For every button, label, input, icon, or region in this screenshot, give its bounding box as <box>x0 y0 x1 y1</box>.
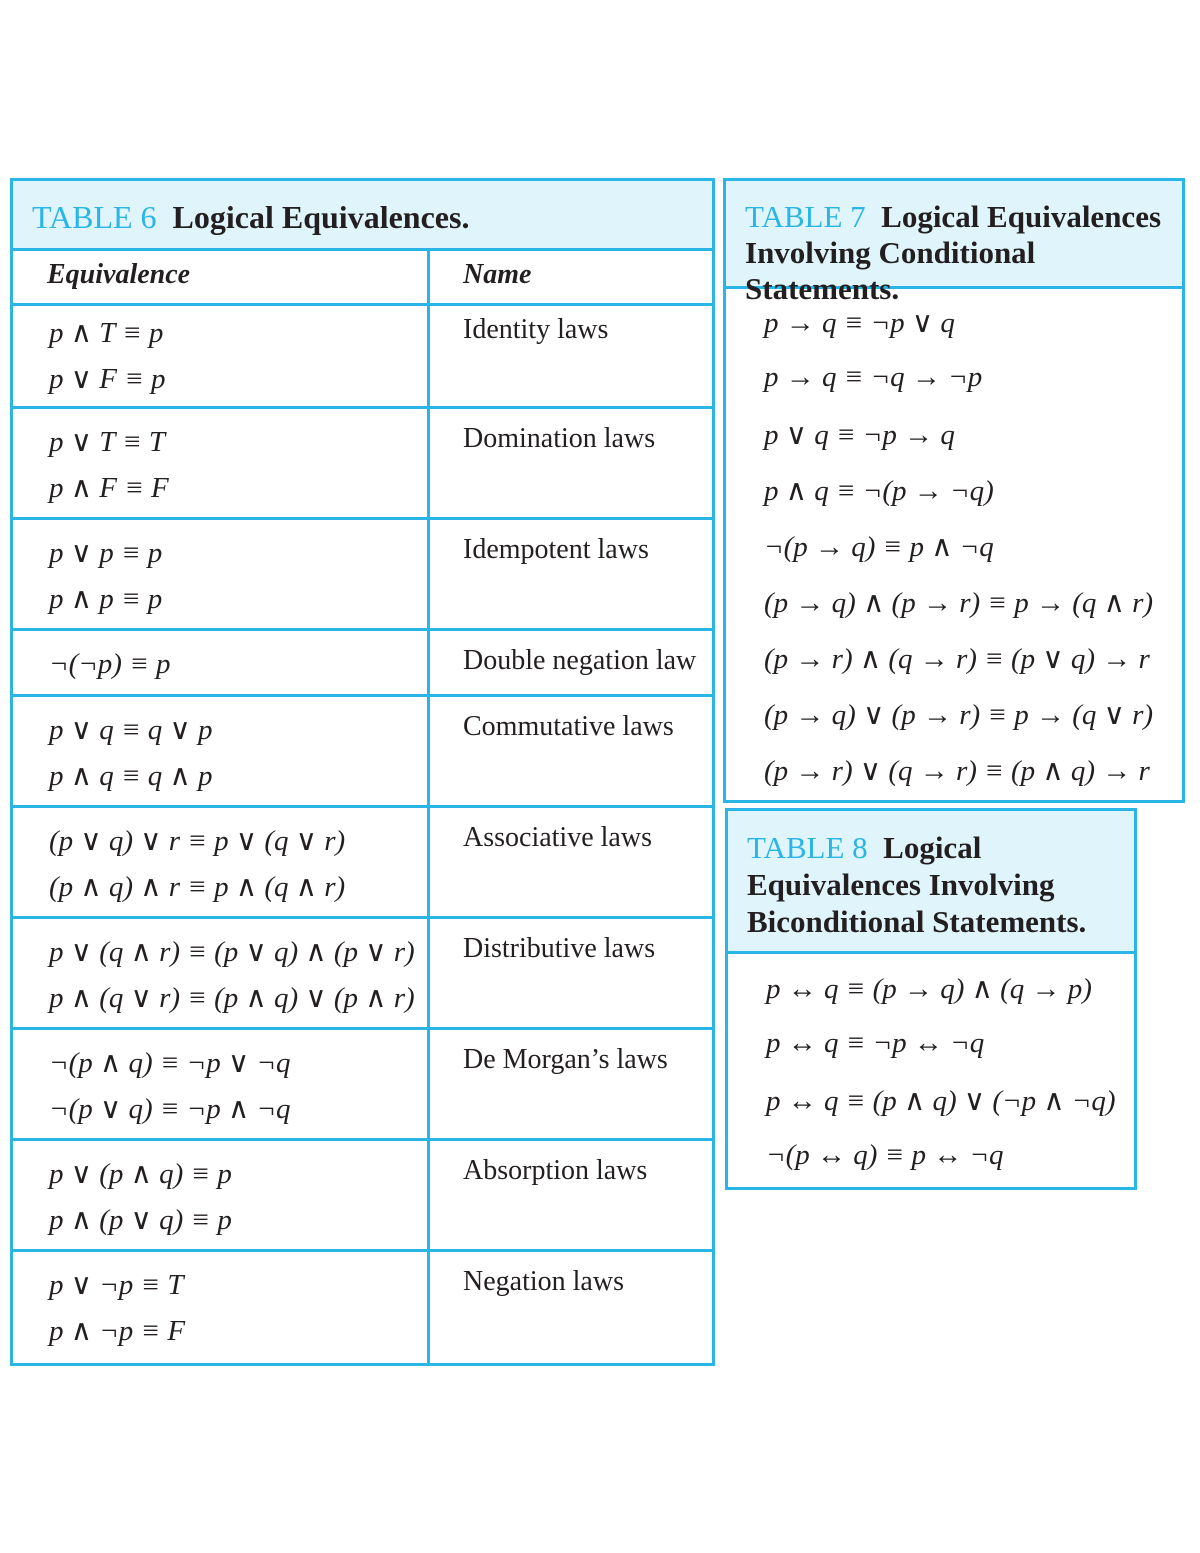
table-7-label: TABLE 7 <box>745 199 866 234</box>
law-name: Distributive laws <box>463 933 656 964</box>
table-7-title-line2: Involving Conditional Statements. <box>745 235 1036 306</box>
list-item: p ↔ q ≡ (p → q) ∧ (q → p) <box>766 973 1092 1005</box>
table-6-header <box>13 181 712 251</box>
list-item: ¬(p → q) ≡ p ∧ ¬q <box>764 531 994 563</box>
table-7 <box>723 178 1185 803</box>
equivalence-line: p ∨ ¬p ≡ T <box>49 1269 184 1301</box>
equivalence-line: ¬(¬p) ≡ p <box>49 648 171 680</box>
column-header-name: Name <box>463 259 532 290</box>
equivalence-line: p ∨ p ≡ p <box>49 537 163 569</box>
equivalence-line: p ∧ F ≡ F <box>49 472 169 504</box>
equivalence-line: (p ∧ q) ∧ r ≡ p ∧ (q ∧ r) <box>49 871 346 903</box>
table-6-label: TABLE 6 <box>32 199 157 235</box>
list-item: (p → q) ∧ (p → r) ≡ p → (q ∧ r) <box>764 587 1154 619</box>
table-8-header <box>728 811 1134 954</box>
table-6-column-headers <box>13 251 712 306</box>
table-row <box>13 697 712 808</box>
table-row <box>13 306 712 409</box>
equivalence-line: p ∨ q ≡ q ∨ p <box>49 714 213 746</box>
table-row <box>13 808 712 919</box>
table-row <box>13 520 712 631</box>
list-item: (p → r) ∧ (q → r) ≡ (p ∨ q) → r <box>764 643 1150 675</box>
list-item: p → q ≡ ¬p ∨ q <box>764 307 955 339</box>
table-8-label: TABLE 8 <box>747 830 868 865</box>
law-name: Negation laws <box>463 1266 624 1297</box>
list-item: p → q ≡ ¬q → ¬p <box>764 361 983 393</box>
equivalence-line: p ∧ ¬p ≡ F <box>49 1315 186 1347</box>
law-name: Double negation law <box>463 645 697 676</box>
table-row <box>13 631 712 697</box>
table-row <box>13 1141 712 1252</box>
table-7-title-line1: Logical Equivalences <box>881 199 1162 234</box>
table-8-title-line2: Equivalences Involving <box>747 867 1055 902</box>
equivalence-line: (p ∨ q) ∨ r ≡ p ∨ (q ∨ r) <box>49 825 346 857</box>
equivalence-line: p ∧ q ≡ q ∧ p <box>49 760 213 792</box>
law-name: Commutative laws <box>463 711 674 742</box>
list-item: p ↔ q ≡ ¬p ↔ ¬q <box>766 1027 985 1059</box>
table-6 <box>10 178 715 1366</box>
equivalence-line: p ∨ F ≡ p <box>49 363 166 395</box>
table-8-title-line3: Biconditional Statements. <box>747 904 1087 939</box>
equivalence-line: p ∧ (q ∨ r) ≡ (p ∧ q) ∨ (p ∧ r) <box>49 982 415 1014</box>
law-name: Domination laws <box>463 423 656 454</box>
list-item: ¬(p ↔ q) ≡ p ↔ ¬q <box>766 1139 1004 1171</box>
table-row <box>13 409 712 520</box>
equivalence-line: p ∨ (q ∧ r) ≡ (p ∨ q) ∧ (p ∨ r) <box>49 936 415 968</box>
equivalence-line: p ∧ T ≡ p <box>49 317 164 349</box>
equivalence-line: p ∧ (p ∨ q) ≡ p <box>49 1204 232 1236</box>
column-header-equivalence: Equivalence <box>47 259 191 290</box>
table-row <box>13 919 712 1030</box>
law-name: Associative laws <box>463 822 652 853</box>
table-7-header <box>726 181 1182 306</box>
table-row <box>13 1252 712 1363</box>
list-item: (p → r) ∨ (q → r) ≡ (p ∧ q) → r <box>764 755 1150 787</box>
table-row <box>13 1030 712 1141</box>
law-name: Identity laws <box>463 314 609 345</box>
list-item: p ∨ q ≡ ¬p → q <box>764 419 955 451</box>
table-6-title: Logical Equivalences. <box>172 199 470 235</box>
equivalence-line: p ∧ p ≡ p <box>49 583 163 615</box>
table-8-title-line1: Logical <box>883 830 982 865</box>
equivalence-line: p ∨ (p ∧ q) ≡ p <box>49 1158 232 1190</box>
equivalence-line: p ∨ T ≡ T <box>49 426 166 458</box>
equivalence-line: ¬(p ∨ q) ≡ ¬p ∧ ¬q <box>49 1093 291 1125</box>
law-name: Absorption laws <box>463 1155 648 1186</box>
equivalence-line: ¬(p ∧ q) ≡ ¬p ∨ ¬q <box>49 1047 291 1079</box>
law-name: De Morgan’s laws <box>463 1044 668 1075</box>
table-8 <box>725 808 1137 1190</box>
list-item: p ↔ q ≡ (p ∧ q) ∨ (¬p ∧ ¬q) <box>766 1085 1116 1117</box>
list-item: (p → q) ∨ (p → r) ≡ p → (q ∨ r) <box>764 699 1154 731</box>
list-item: p ∧ q ≡ ¬(p → ¬q) <box>764 475 994 507</box>
law-name: Idempotent laws <box>463 534 649 565</box>
